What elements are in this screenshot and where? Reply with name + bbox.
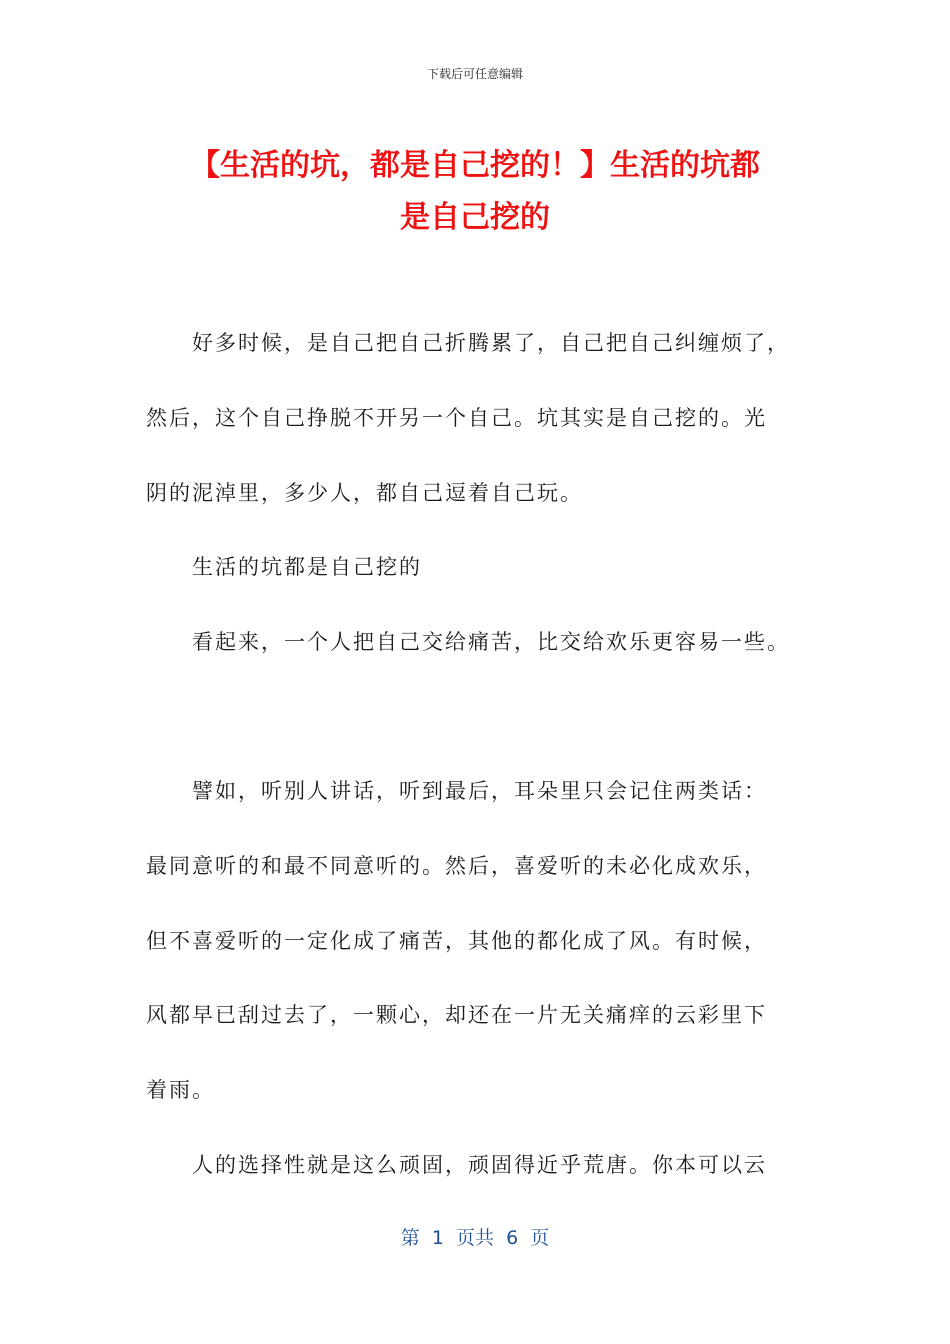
paragraph-line: 譬如，听别人讲话，听到最后，耳朵里只会记住两类话： (192, 779, 767, 803)
paragraph-line: 然后，这个自己挣脱不开另一个自己。坑其实是自己挖的。光 (146, 406, 767, 430)
paragraph-line: 阴的泥淖里，多少人，都自己逗着自己玩。 (146, 481, 583, 505)
subheading-line: 生活的坑都是自己挖的 (192, 555, 422, 579)
title-line-1: 【生活的坑，都是自己挖的！】生活的坑都 (190, 148, 760, 183)
paragraph-line: 看起来，一个人把自己交给痛苦，比交给欢乐更容易一些。 (192, 630, 790, 654)
paragraph-line: 好多时候，是自己把自己折腾累了，自己把自己纠缠烦了， (192, 331, 790, 355)
paragraph-line: 人的选择性就是这么顽固，顽固得近乎荒唐。你本可以云 (192, 1153, 767, 1177)
document-title (140, 140, 810, 244)
paragraph-line: 但不喜爱听的一定化成了痛苦，其他的都化成了风。有时候， (146, 929, 767, 953)
paragraph-line: 着雨。 (146, 1078, 215, 1102)
title-line-2: 是自己挖的 (400, 200, 550, 235)
document-header-note: 下载后可任意编辑 (426, 67, 523, 81)
paragraph-line: 风都早已刮过去了，一颗心，却还在一片无关痛痒的云彩里下 (146, 1003, 767, 1027)
page-number-footer: 第 1 页共 6 页 (400, 1227, 550, 1249)
paragraph-line: 最同意听的和最不同意听的。然后，喜爱听的未必化成欢乐， (146, 854, 767, 878)
